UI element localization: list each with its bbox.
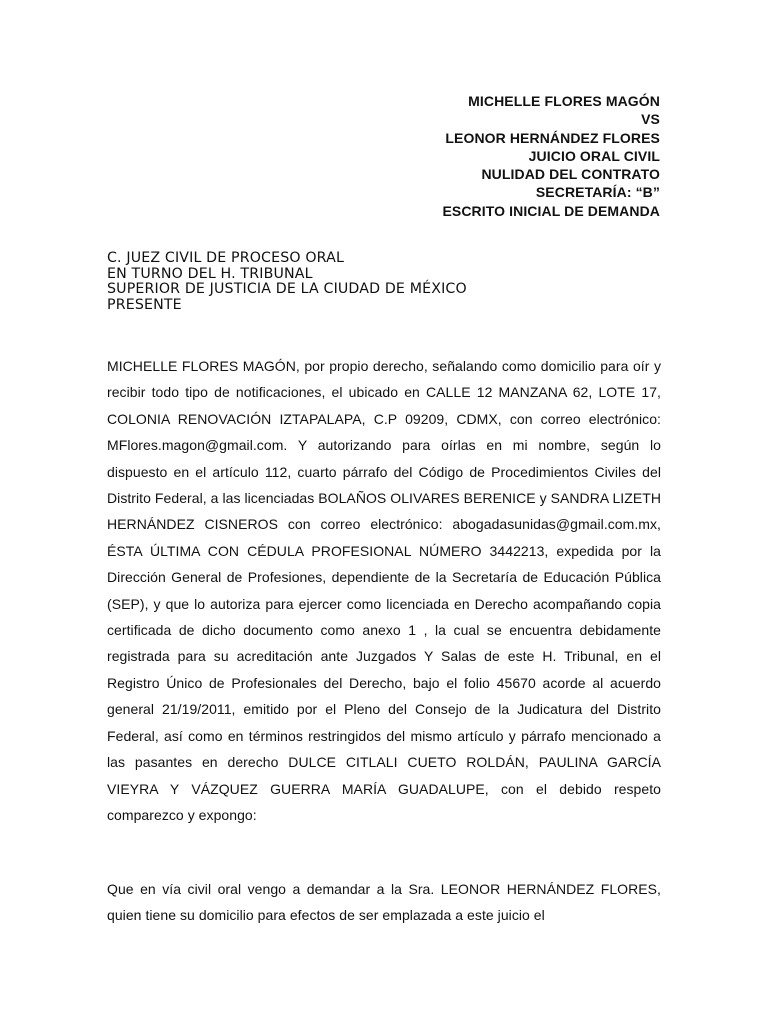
- addressee-line-3: SUPERIOR DE JUSTICIA DE LA CIUDAD DE MÉXICO: [107, 281, 467, 297]
- addressee-line-4: PRESENTE: [107, 296, 182, 313]
- versus-label: VS: [641, 111, 660, 128]
- proceeding-type: JUICIO ORAL CIVIL: [528, 147, 660, 164]
- secretariat: SECRETARÍA: “B”: [535, 184, 660, 201]
- body-paragraph-2: Que en vía civil oral vengo a demandar a la Sra. LEONOR HERNÁNDEZ FLORES, quien tiene su domicilio para efectos de ser emplazada a este juicio el: [107, 881, 661, 924]
- addressee-line-2: EN TURNO DEL H. TRIBUNAL: [107, 265, 313, 282]
- case-header: [442, 92, 660, 220]
- document-type: ESCRITO INICIAL DE DEMANDA: [442, 202, 660, 219]
- case-subject: NULIDAD DEL CONTRATO: [481, 166, 660, 183]
- body-paragraph-1: MICHELLE FLORES MAGÓN, por propio derecho, señalando como domicilio para oír y recibir todo tipo de notificaciones, el ubicado en CALLE 12 MANZANA 62, LOTE 17, COLONIA RENOVACIÓN IZTAPALAPA, C.P 09209, CDMX, con correo electrónico: MFlores.magon@gmail.com. Y autorizando para oírlas en mi nombre, según lo dispuesto en el artículo 112, cuarto párrafo del Código de Procedimientos Civiles del Distrito Federal, a las licenciadas BOLAÑOS OLIVARES BERENICE y SANDRA LIZETH HERNÁNDEZ CISNEROS con correo electrónico: abogadasunidas@gmail.com.mx, ÉSTA ÚLTIMA CON CÉDULA PROFESIONAL NÚMERO 3442213, expedida por la Dirección General de Profesiones, dependiente de la Secretaría de Educación Pública (SEP), y que lo autoriza para ejercer como licenciada en Derecho acompañando copia certificada de dicho documento como anexo 1 , la cual se encuentra debidamente registrada para su acreditación ante Juzgados Y Salas de este H. Tribunal, en el Registro Único de Profesionales del Derecho, bajo el folio 45670 acorde al acuerdo general 21/19/2011, emitido por el Pleno del Consejo de la Judicatura del Distrito Federal, así como en términos restringidos del mismo artículo y párrafo mencionado a las pasantes en derecho DULCE CITLALI CUETO ROLDÁN, PAULINA GARCÍA VIEYRA Y VÁZQUEZ GUERRA MARÍA GUADALUPE, con el debido respeto comparezco y expongo:: [107, 358, 661, 823]
- addressee-line-1: C. JUEZ CIVIL DE PROCESO ORAL: [107, 250, 345, 266]
- defendant-name: LEONOR HERNÁNDEZ FLORES: [445, 129, 660, 146]
- addressee-block: [107, 251, 467, 313]
- plaintiff-name: MICHELLE FLORES MAGÓN: [468, 93, 660, 109]
